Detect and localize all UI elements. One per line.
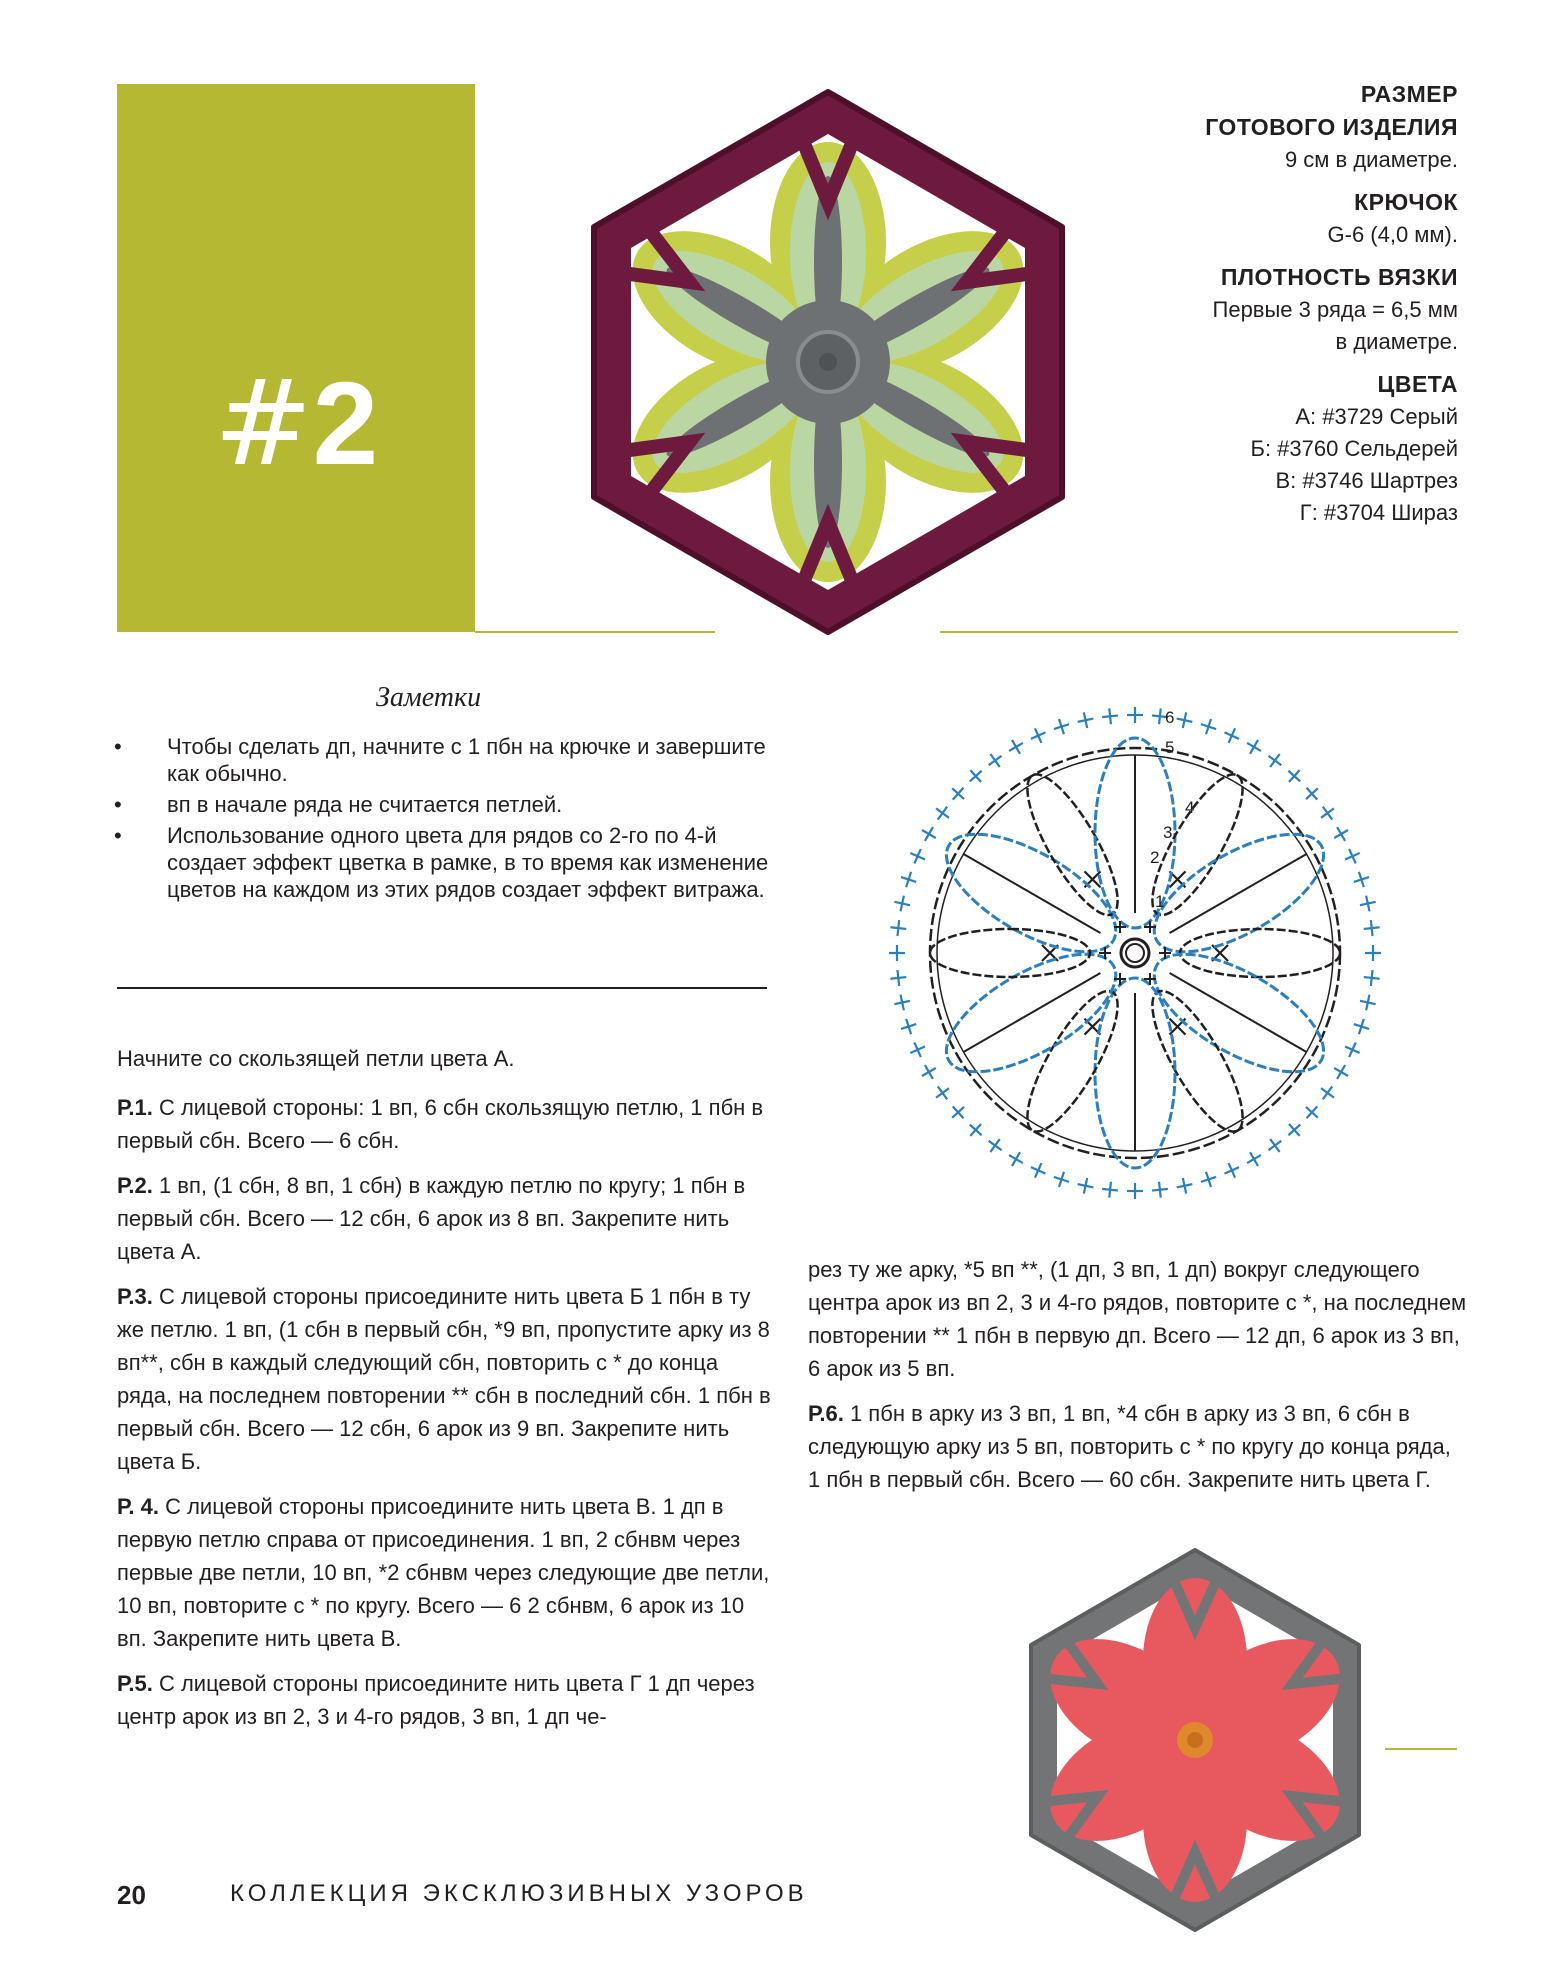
- hook-value: G-6 (4,0 мм).: [1327, 222, 1458, 247]
- motif-photo-alt: [1010, 1540, 1380, 1940]
- color-g: Г: #3704 Шираз: [1299, 500, 1458, 525]
- header-color-block: [117, 84, 475, 632]
- gauge-heading: ПЛОТНОСТЬ ВЯЗКИ: [1220, 264, 1458, 290]
- row-1-instruction: Р.1. С лицевой стороны: 1 вп, 6 сбн скользящую петлю, 1 пбн в первый сбн. Всего — 6 сбн.: [117, 1095, 764, 1153]
- row-6-label: Р.6.: [808, 1401, 844, 1426]
- note-item: [112, 822, 774, 903]
- photo-accent-rule: [1385, 1748, 1457, 1750]
- bullet-icon: •: [114, 792, 122, 817]
- row-2-instruction: Р.2. 1 вп, (1 сбн, 8 вп, 1 сбн) в каждую петлю по кругу; 1 пбн в первый сбн. Всего — 12 сбн, 6 арок из 8 вп. Закрепите нить цвета А.: [117, 1173, 746, 1264]
- chart-row-label-3: 3: [1163, 823, 1173, 842]
- bullet-icon: •: [114, 734, 122, 759]
- gauge-value: Первые 3 ряда = 6,5 мм: [1212, 297, 1458, 322]
- row-1-label: Р.1.: [117, 1095, 153, 1120]
- size-value: 9 см в диаметре.: [1284, 147, 1458, 172]
- specs-panel: [1038, 78, 1458, 529]
- bullet-icon: •: [114, 823, 122, 848]
- color-v: В: #3746 Шартрез: [1275, 468, 1458, 493]
- book-title: КОЛЛЕКЦИЯ ЭКСКЛЮЗИВНЫХ УЗОРОВ: [230, 1880, 808, 1907]
- pattern-number-digit: 2: [312, 358, 379, 490]
- hook-heading: КРЮЧОК: [1354, 189, 1458, 215]
- instructions-right-column: [808, 1253, 1468, 1508]
- row-5-continuation: рез ту же арку, *5 вп **, (1 дп, 3 вп, 1 дп) вокруг следующего центра арок из вп 2, 3 и 4-го рядов, повторите с *, на последнем повторении ** 1 пбн в первую дп. Всего — 12 дп, 6 арок из 3 вп, 6 арок из 5 вп.: [808, 1257, 1467, 1381]
- color-a: А: #3729 Серый: [1295, 404, 1458, 429]
- row-3-instruction: Р.3. С лицевой стороны присоедините нить цвета Б 1 пбн в ту же петлю. 1 вп, (1 сбн в первый сбн, *9 вп, пропустите арку из 8 вп**, сбн в каждый следующий сбн, повторить с * до конца ряда, на последнем повторении ** сбн в последний сбн. 1 пбн в первый сбн. Всего — 12 сбн, 6 арок из 9 вп. Закрепите нить цвета Б.: [117, 1284, 771, 1474]
- color-b: Б: #3760 Сельдерей: [1250, 436, 1458, 461]
- chart-row-label-2: 2: [1150, 848, 1160, 867]
- chart-row-label-5: 5: [1165, 738, 1175, 757]
- row-5-label: Р.5.: [117, 1671, 153, 1696]
- chart-row-label-1: 1: [1155, 892, 1165, 911]
- notes-list: [112, 733, 774, 907]
- note-item: [112, 733, 774, 787]
- row-6-instruction: Р.6. 1 пбн в арку из 3 вп, 1 вп, *4 сбн в арку из 3 вп, 6 сбн в следующую арку из 5 вп, повторить с * по кругу до конца ряда, 1 пбн в первый сбн. Всего — 60 сбн. Закрепите нить цвета Г.: [808, 1401, 1451, 1492]
- size-heading-2: ГОТОВОГО ИЗДЕЛИЯ: [1205, 114, 1458, 140]
- notes-title: Заметки: [376, 682, 482, 713]
- row-2-label: Р.2.: [117, 1173, 153, 1198]
- note-item: [112, 791, 774, 818]
- header-rule-right: [940, 631, 1458, 633]
- notes-divider: [117, 987, 767, 989]
- chart-row-label-6: 6: [1165, 708, 1175, 727]
- note-text: Чтобы сделать дп, начните с 1 пбн на крючке и завершите как обычно.: [167, 734, 766, 786]
- note-text: вп в начале ряда не считается петлей.: [167, 792, 563, 817]
- row-5-instruction: Р.5. С лицевой стороны присоедините нить цвета Г 1 дп через центр арок из вп 2, 3 и 4-го рядов, 3 вп, 1 дп че-: [117, 1671, 755, 1729]
- size-heading: РАЗМЕР: [1360, 81, 1458, 107]
- header-rule-left: [475, 631, 715, 633]
- row-4-label: Р. 4.: [117, 1494, 159, 1519]
- row-4-instruction: Р. 4. С лицевой стороны присоедините нить цвета В. 1 дп в первую петлю справа от присоединения. 1 вп, 2 сбнвм через первые две петли, 10 вп, *2 сбнвм через следующие две петли, 10 вп, повторите с * по кругу. Всего — 6 2 сбнвм, 6 арок из 10 вп. Закрепите нить цвета В.: [117, 1494, 770, 1651]
- chart-row-label-4: 4: [1185, 798, 1195, 817]
- page-number: 20: [117, 1880, 146, 1910]
- start-instruction: Начните со скользящей петли цвета А.: [117, 1046, 515, 1071]
- pattern-number: [117, 354, 475, 492]
- instructions-left-column: [117, 1042, 777, 1745]
- gauge-value-2: в диаметре.: [1335, 329, 1458, 354]
- pattern-hash: #: [213, 354, 313, 492]
- colors-heading: ЦВЕТА: [1377, 371, 1458, 397]
- crochet-chart: [880, 675, 1420, 1235]
- note-text: Использование одного цвета для рядов со 2-го по 4-й создает эффект цветка в рамке, в то время как изменение цветов на каждом из этих рядов создает эффект витража.: [167, 823, 769, 902]
- motif-photo-main: [548, 80, 1108, 645]
- row-3-label: Р.3.: [117, 1284, 153, 1309]
